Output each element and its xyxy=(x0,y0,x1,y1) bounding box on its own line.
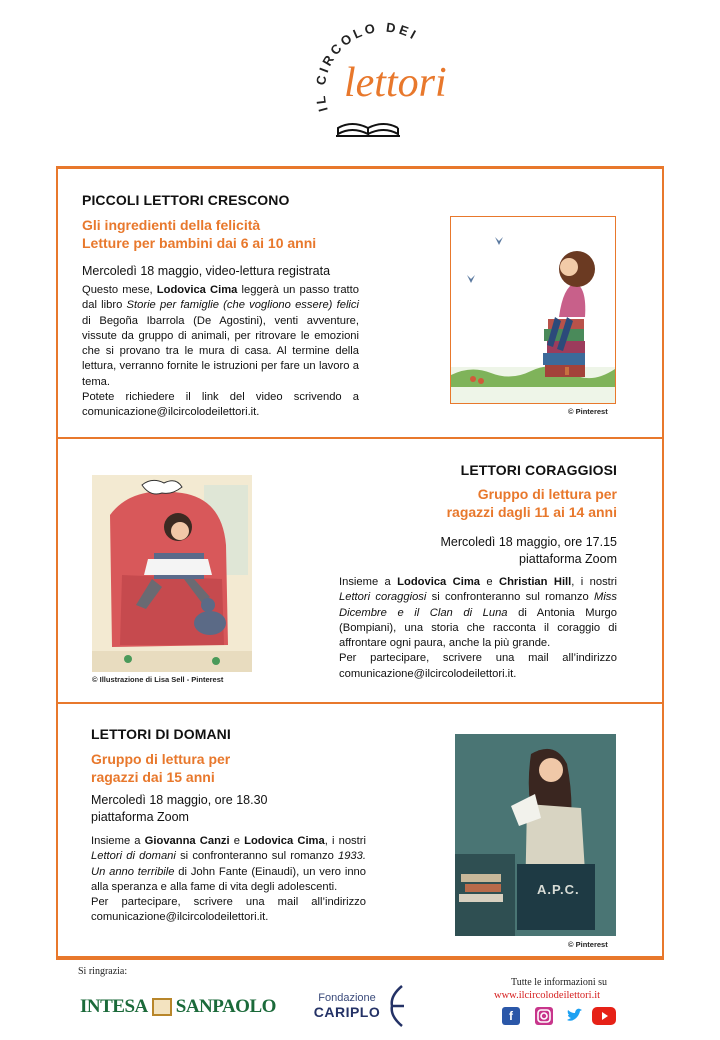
illustration-girl-on-books xyxy=(450,216,616,404)
section-subtitle: Gruppo di lettura per xyxy=(91,751,231,767)
logo-arc-text: IL CIRCOLO DEI xyxy=(312,19,422,114)
intesa-word: INTESA xyxy=(80,996,148,1017)
section-title-lettori-di-domani: LETTORI DI DOMANI xyxy=(91,726,231,742)
section-subtitle: ragazzi dai 15 anni xyxy=(91,769,215,785)
section-title-piccoli-lettori: PICCOLI LETTORI CRESCONO xyxy=(82,192,290,208)
illustration-girl-reading-tote-bag xyxy=(455,734,616,936)
image-caption: © Pinterest xyxy=(568,407,608,416)
cariplo-emblem-icon xyxy=(386,984,408,1028)
instagram-icon[interactable] xyxy=(535,1007,553,1025)
event-platform: piattaforma Zoom xyxy=(91,810,189,824)
section-subtitle: Gruppo di lettura per xyxy=(477,486,617,502)
event-description: Insieme a Giovanna Canzi e Lodovica Cima, i nostri Lettori di domani si confronteranno sul romanzo 1933. Un anno terribile di John Fante (Einaudi), un vero inno alla speranza e alla fame di vita degli adolescenti. Per partecipare, scrivere una mail all’indirizzo comunicazione@ilcircolodeilettori.it. xyxy=(91,835,366,924)
cariplo-word: CARIPLO xyxy=(313,1004,381,1020)
event-description: Questo mese, Lodovica Cima leggerà un passo tratto dal libro Storie per famiglie (che vogliono essere) felici di Begoña Ibarrola (De Agostini), venti avventure, vissute da gruppo di animali, per ritrovare le emozioni che si provano tra le mura di casa. Al termine della lettura, verranno fornite le istruzioni per fare un lavoro a tema. Potete richiedere il link del video scrivendo a comunicazione@ilcircolodeilettori.it. xyxy=(82,284,360,419)
website-link[interactable]: www.ilcircolodeilettori.it xyxy=(494,990,601,1001)
section-divider xyxy=(56,437,664,439)
event-date: Mercoledì 18 maggio, video-lettura registrata xyxy=(82,264,331,278)
thanks-label: Si ringrazia: xyxy=(78,966,128,977)
section-subtitle: ragazzi dagli 11 ai 14 anni xyxy=(446,504,617,520)
youtube-icon[interactable] xyxy=(592,1007,616,1025)
fondazione-cariplo-logo xyxy=(312,992,382,1020)
intesa-emblem-icon xyxy=(152,998,172,1016)
section-divider xyxy=(56,702,664,704)
event-platform: piattaforma Zoom xyxy=(519,552,617,566)
image-caption: © Illustrazione di Lisa Sell - Pinterest xyxy=(92,675,224,684)
event-date: Mercoledì 18 maggio, ore 18.30 xyxy=(91,793,268,807)
open-book-icon xyxy=(336,124,400,136)
fondazione-word: Fondazione xyxy=(318,992,376,1004)
intesa-sanpaolo-logo xyxy=(80,996,276,1018)
twitter-icon[interactable] xyxy=(565,1007,583,1025)
section-title-lettori-coraggiosi: LETTORI CORAGGIOSI xyxy=(460,462,617,478)
event-description: Insieme a Lodovica Cima e Christian Hill, i nostri Lettori coraggiosi si confronteranno sul romanzo Miss Dicembre e il Clan di Luna di Antonia Murgo (Bompiani), una storia che racconta il coraggio di affrontare ogni paura, anche la più grande. Per partecipare, scrivere una mail all’indirizzo comunicazione@ilcircolodeilettori.it. xyxy=(339,576,617,680)
footer-divider xyxy=(56,958,664,960)
facebook-icon[interactable]: f xyxy=(502,1007,520,1025)
section-subtitle: Letture per bambini dai 6 ai 10 anni xyxy=(82,235,317,251)
logo-word: lettori xyxy=(344,60,447,106)
illustration-girl-reading-armchair xyxy=(92,475,252,672)
circolo-dei-lettori-logo xyxy=(300,10,470,150)
tote-bag-text: A.P.C. xyxy=(537,882,580,897)
info-label: Tutte le informazioni su xyxy=(510,977,607,988)
event-date: Mercoledì 18 maggio, ore 17.15 xyxy=(440,535,617,549)
image-caption: © Pinterest xyxy=(568,940,608,949)
section-subtitle: Gli ingredienti della felicità xyxy=(82,217,261,233)
sanpaolo-word: SANPAOLO xyxy=(175,996,276,1017)
